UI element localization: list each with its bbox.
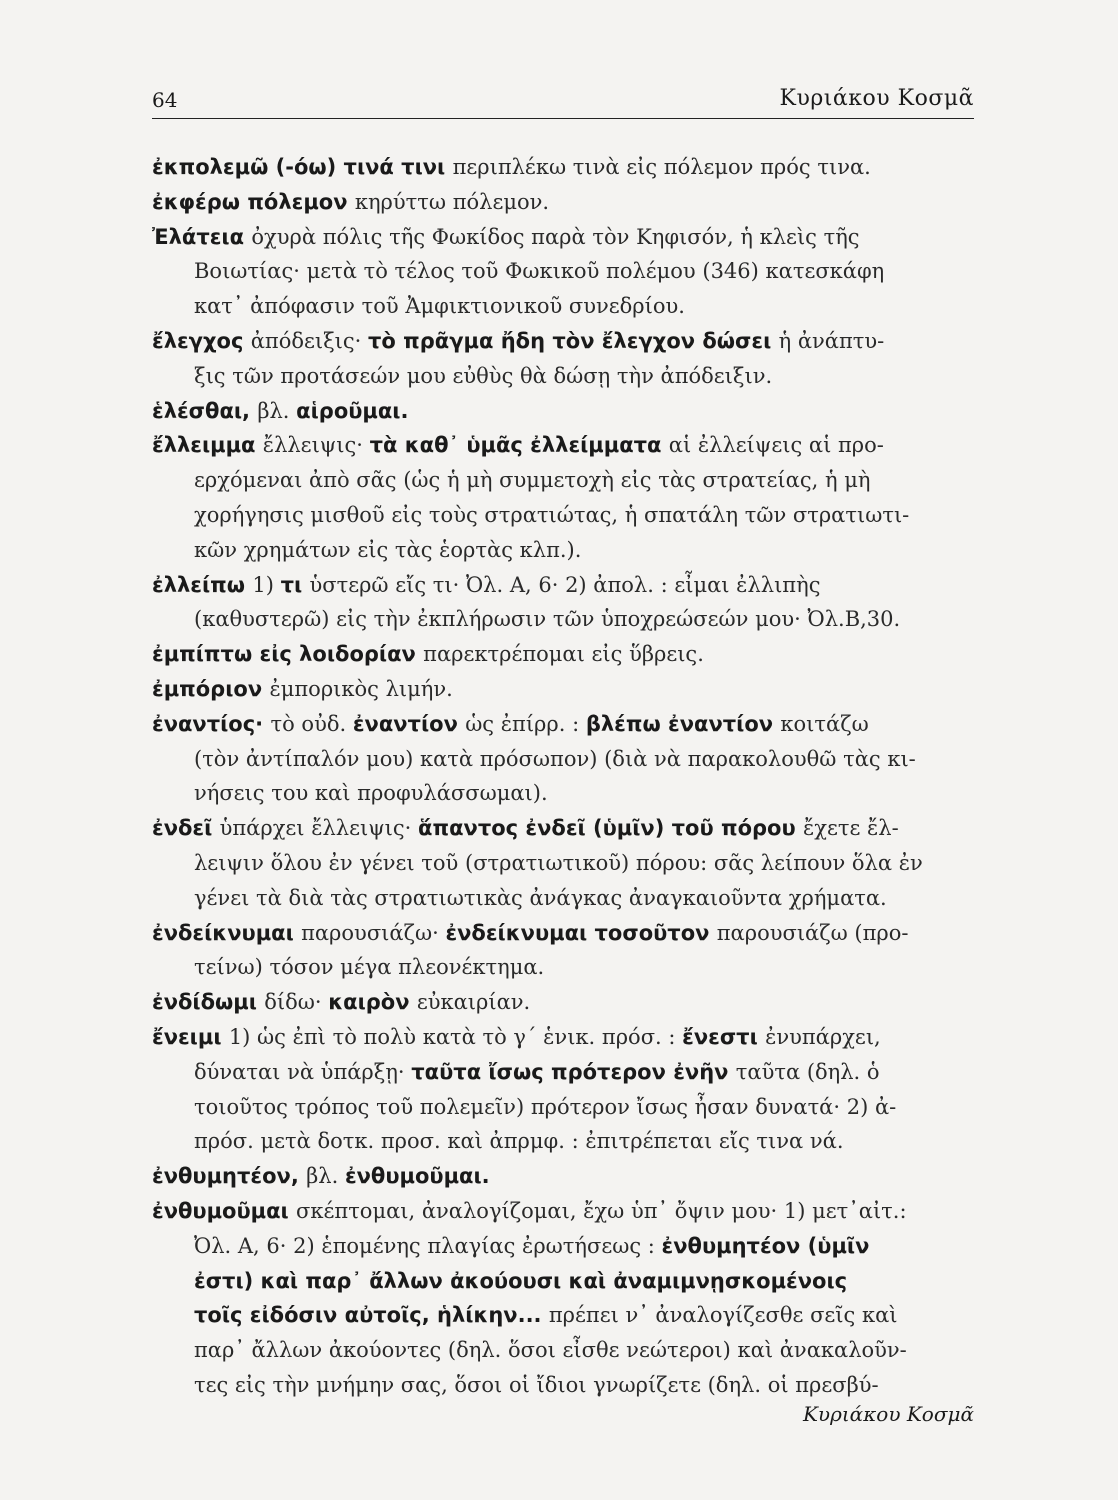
definition-text: εὐκαιρίαν.	[416, 990, 531, 1015]
definition-text: τὸ οὐδ.	[270, 711, 353, 736]
bold-term: ἐνδίδωμι	[152, 990, 265, 1015]
entry-line	[152, 568, 982, 603]
entry-continuation-line	[152, 359, 982, 394]
bold-term: τοῖς εἰδόσιν αὐτοῖς, ἡλίκην...	[194, 1303, 549, 1328]
entry-continuation-line	[152, 1333, 982, 1368]
bold-term: ἐστι) καὶ παρ᾿ ἄλλων ἀκούουσι καὶ ἀναμιμνῃσκομένοις	[194, 1268, 848, 1293]
entry-line	[152, 1194, 982, 1229]
definition-text: ὡς ἐπίρρ. :	[465, 711, 586, 736]
bold-term: αἱροῦμαι.	[296, 398, 409, 423]
bold-term: ἐνδεῖ	[152, 816, 220, 841]
definition-text: (τὸν ἀντίπαλόν μου) κατὰ πρόσωπον) (διὰ νὰ παρακολουθῶ τὰς κι-	[194, 746, 916, 771]
entry-continuation-line	[152, 950, 982, 985]
bold-term: ἐνθυμοῦμαι	[152, 1198, 297, 1223]
page-header	[152, 82, 974, 119]
definition-text: τες εἰς τὴν μνήμην σας, ὅσοι οἱ ἴδιοι γνωρίζετε (δηλ. οἱ πρεσβύ-	[194, 1372, 879, 1397]
definition-text: κῶν χρημάτων εἰς τὰς ἑορτὰς κλπ.).	[194, 537, 582, 562]
bold-term: τὰ καθ᾿ ὑμᾶς ἐλλείμματα	[369, 433, 669, 458]
entry-continuation-line	[152, 498, 982, 533]
bold-term: ἐναντίον	[352, 711, 466, 736]
bold-term: ἐνδείκνυμαι τοσοῦτον	[445, 920, 717, 945]
entry-continuation-line	[152, 1124, 982, 1159]
definition-text: λειψιν ὅλου ἐν γένει τοῦ (στρατιωτικοῦ) πόρου: σᾶς λείπουν ὅλα ἐν	[194, 850, 923, 875]
bold-term: ταῦτα ἴσως πρότερον ἐνῆν	[411, 1059, 736, 1084]
entry-line	[152, 637, 982, 672]
entry-line	[152, 985, 982, 1020]
entry-line	[152, 916, 982, 951]
definition-text: ταῦτα (δηλ. ὁ	[735, 1059, 880, 1084]
definition-text: δύναται νὰ ὑπάρξῃ·	[194, 1059, 412, 1084]
page-number: 64	[152, 88, 178, 112]
definition-text: περιπλέκω τινὰ εἰς πόλεμον πρός τινα.	[452, 155, 871, 179]
bold-term: ἐνθυμητέον (ὑμῖν	[661, 1233, 870, 1258]
definition-text: τοιοῦτος τρόπος τοῦ πολεμεῖν) πρότερον ἴσως ἦσαν δυνατά· 2) ἀ-	[194, 1094, 897, 1119]
bold-term: Ἐλάτεια	[152, 224, 252, 249]
definition-text: ξις τῶν προτάσεών μου εὐθὺς θὰ δώσῃ τὴν ἀπόδειξιν.	[194, 363, 773, 388]
bold-term: ἐμπόριον	[152, 676, 270, 701]
bold-term: ἐλλείπω	[152, 572, 253, 597]
definition-text: 1)	[252, 572, 281, 597]
definition-text: γένει τὰ διὰ τὰς στρατιωτικὰς ἀνάγκας ἀναγκαιοῦντα χρήματα.	[194, 885, 887, 910]
definition-text: πρέπει ν᾿ ἀναλογίζεσθε σεῖς καὶ	[548, 1303, 898, 1328]
definition-text: δίδω·	[264, 990, 329, 1015]
definition-text: σκέπτομαι, ἀναλογίζομαι, ἔχω ὑπ᾿ ὄψιν μου· 1) μετ᾿αἰτ.:	[296, 1198, 907, 1223]
definition-text: ἔλλειψις·	[262, 433, 370, 458]
definition-text: ἀπόδειξις·	[250, 328, 369, 353]
bold-term: ἐνδείκνυμαι	[152, 920, 302, 945]
entry-continuation-line	[152, 1298, 982, 1333]
footer-author: Κυριάκου Κοσμᾶ	[802, 1402, 974, 1426]
entry-continuation-line	[152, 1229, 982, 1264]
definition-text: 1) ὡς ἐπὶ τὸ πολὺ κατὰ τὸ γ΄ ἑνικ. πρόσ. :	[228, 1024, 683, 1049]
definition-text: τείνω) τόσον μέγα πλεονέκτημα.	[194, 955, 545, 980]
entry-continuation-line	[152, 602, 982, 637]
definition-text: (καθυστερῶ) εἰς τὴν ἐκπλήρωσιν τῶν ὑποχρεώσεών μου· Ὀλ.Β,30.	[194, 607, 901, 632]
definition-text: ἔχετε ἔλ-	[802, 816, 899, 841]
definition-text: πρόσ. μετὰ δοτκ. προσ. καὶ ἀπρμφ. : ἐπιτρέπεται εἴς τινα νά.	[194, 1129, 844, 1154]
definition-text: ὑπάρχει ἔλλειψις·	[219, 816, 419, 841]
bold-term: ἔλλειμμα	[152, 433, 263, 458]
bold-term: βλέπω ἐναντίον	[585, 711, 781, 736]
bold-term: τὸ πρᾶγμα ἤδη τὸν ἔλεγχον δώσει	[368, 328, 779, 353]
definition-text: κηρύττω πόλεμον.	[354, 189, 550, 214]
entry-continuation-line	[152, 1368, 982, 1403]
definition-text: ερχόμεναι ἀπὸ σᾶς (ὡς ἡ μὴ συμμετοχὴ εἰς τὰς στρατείας, ἡ μὴ	[194, 468, 871, 493]
entry-line	[152, 1020, 982, 1055]
bold-term: ἐναντίος·	[152, 711, 271, 736]
entry-continuation-line	[152, 881, 982, 916]
definition-text: κατ᾿ ἀπόφασιν τοῦ Ἀμφικτιονικοῦ συνεδρίου.	[194, 294, 685, 319]
entry-line	[152, 324, 982, 359]
entry-continuation-line	[152, 463, 982, 498]
entry-line	[152, 428, 982, 463]
bold-term: ἐμπίπτω εἰς λοιδορίαν	[152, 642, 424, 667]
definition-text: ἐνυπάρχει,	[765, 1024, 881, 1049]
definition-text: παρ᾿ ἄλλων ἀκούοντες (δηλ. ὅσοι εἶσθε νεώτεροι) καὶ ἀνακαλοῦν-	[194, 1338, 907, 1363]
bold-term: ἑλέσθαι,	[152, 398, 258, 423]
entry-continuation-line	[152, 533, 982, 568]
definition-text: αἱ ἐλλείψεις αἱ προ-	[668, 433, 884, 458]
definition-text: βλ.	[306, 1164, 345, 1189]
bold-term: ἔνειμι	[152, 1024, 229, 1049]
definition-text: ὀχυρὰ πόλις τῆς Φωκίδος παρὰ τὸν Κηφισόν, ἡ κλεὶς τῆς	[251, 224, 860, 249]
entry-line	[152, 1159, 982, 1194]
bold-term: ἔλεγχος	[152, 328, 251, 353]
entry-line	[152, 394, 982, 429]
definition-text: Ὀλ. Α, 6· 2) ἑπομένης πλαγίας ἐρωτήσεως :	[194, 1233, 662, 1258]
definition-text: παρουσιάζω·	[301, 920, 446, 945]
entry-line	[152, 672, 982, 707]
entry-line	[152, 220, 982, 255]
definition-text: ἡ ἀνάπτυ-	[778, 328, 885, 353]
definition-text: ὑστερῶ εἴς τι· Ὀλ. Α, 6· 2) ἀπολ. : εἶμαι ἐλλιπὴς	[309, 572, 821, 597]
bold-term: ἐκπολεμῶ (-όω) τινά τινι	[152, 155, 453, 179]
bold-term: ἐνθυμητέον,	[152, 1164, 307, 1189]
entry-line	[152, 707, 982, 742]
definition-text: Βοιωτίας· μετὰ τὸ τέλος τοῦ Φωκικοῦ πολέμου (346) κατεσκάφη	[194, 259, 885, 284]
definition-text: νήσεις του καὶ προφυλάσσωμαι).	[194, 781, 548, 806]
definition-text: ἐμπορικὸς λιμήν.	[269, 676, 453, 701]
entry-continuation-line	[152, 254, 982, 289]
entry-line	[152, 150, 982, 185]
definition-text: παρεκτρέπομαι εἰς ὕβρεις.	[423, 642, 704, 667]
entry-continuation-line	[152, 846, 982, 881]
entry-line	[152, 185, 982, 220]
bold-term: ἐνθυμοῦμαι.	[344, 1164, 490, 1189]
dictionary-entries	[152, 150, 982, 1403]
definition-text: χορήγησις μισθοῦ εἰς τοὺς στρατιώτας, ἡ σπατάλη τῶν στρατιωτι-	[194, 502, 910, 527]
definition-text: κοιτάζω	[780, 711, 869, 736]
entry-continuation-line	[152, 742, 982, 777]
bold-term: ἅπαντος ἐνδεῖ (ὑμῖν) τοῦ πόρου	[418, 816, 803, 841]
bold-term: ἔνεστι	[682, 1024, 766, 1049]
definition-text: βλ.	[257, 398, 297, 423]
definition-text: παρουσιάζω (προ-	[716, 920, 909, 945]
entry-line	[152, 811, 982, 846]
running-head: Κυριάκου Κοσμᾶ	[779, 86, 974, 111]
bold-term: ἐκφέρω πόλεμον	[152, 189, 355, 214]
entry-continuation-line	[152, 1090, 982, 1125]
bold-term: τι	[280, 572, 310, 597]
entry-continuation-line	[152, 1264, 982, 1299]
entry-continuation-line	[152, 289, 982, 324]
entry-continuation-line	[152, 1055, 982, 1090]
bold-term: καιρὸν	[328, 990, 417, 1015]
entry-continuation-line	[152, 776, 982, 811]
